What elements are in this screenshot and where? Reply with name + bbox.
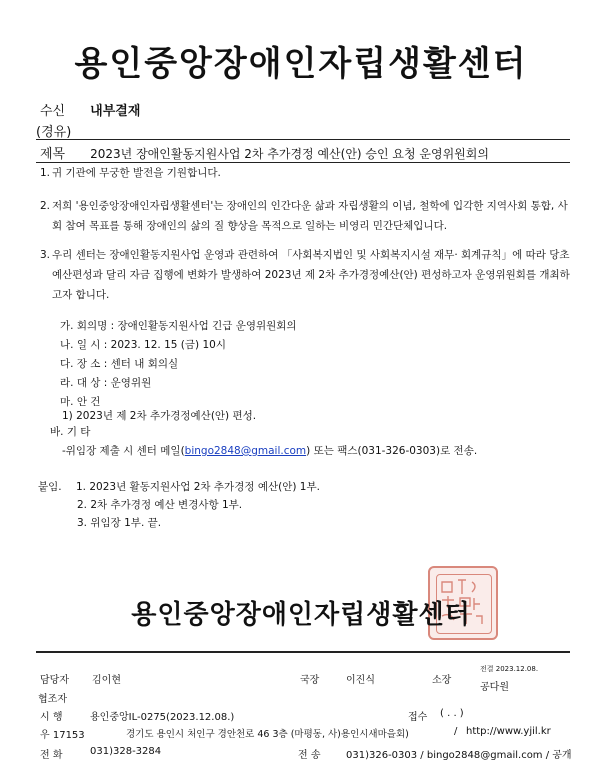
paragraph-3-number: 3.: [40, 249, 51, 261]
address-slash: /: [454, 726, 458, 737]
signature-organization: 용인중앙장애인자립생활센터: [131, 600, 471, 630]
tel-label: 전 화: [40, 750, 63, 761]
attachments-label: 붙임.: [38, 481, 62, 493]
meeting-agenda-item: 1) 2023년 제 2차 추가경정예산(안) 편성.: [62, 410, 257, 422]
exec-value: 용인중앙IL-0275(2023.12.08.): [90, 712, 235, 723]
subject-label: 제목: [40, 147, 66, 162]
receipt-value: ( . . ): [440, 708, 464, 719]
subject-value: 2023년 장애인활동지원사업 2차 추가경정 예산(안) 승인 요청 운영위원회의: [90, 147, 489, 161]
director-label: 소장: [432, 675, 452, 686]
meeting-date: 나. 일 시 : 2023. 12. 15 (금) 10시: [60, 339, 226, 351]
attachment-1: 1. 2023년 활동지원사업 2차 추가경정 예산(안) 1부.: [76, 481, 320, 493]
paragraph-1-number: 1.: [40, 167, 51, 179]
chief-name: 이진식: [346, 675, 375, 686]
paragraph-2-number: 2.: [40, 200, 51, 212]
cooperator-label: 협조자: [38, 694, 67, 705]
paragraph-3-text: 우리 센터는 장애인활동지원사업 운영과 관련하여 「사회복지법인 및 사회복지시설 재무· 회계규칙」에 따라 당초 예산편성과 달리 자금 집행에 변화가 발생하여 2023년 제 2차 추가경정예산(안) 편성하고자 운영위원회를 개최하고자 합니다.: [52, 249, 570, 301]
meeting-etc-note: [62, 441, 477, 461]
address-value: 경기도 용인시 처인구 경안천로 46 3층 (마평동, 사)용인시새마을회): [126, 729, 409, 740]
recipient-label: 수신: [40, 104, 66, 119]
paragraph-1-text: 귀 기관에 무궁한 발전을 기원합니다.: [52, 167, 221, 179]
paragraph-1: [40, 163, 570, 183]
meeting-agenda-label: 마. 안 건: [60, 396, 101, 408]
receipt-label: 접수: [408, 712, 428, 723]
meeting-place: 다. 장 소 : 센터 내 회의실: [60, 358, 179, 370]
director-name: 공다원: [480, 682, 509, 693]
address-label: 우 17153: [40, 730, 85, 741]
chief-label: 국장: [300, 675, 320, 686]
recipient-value: 내부결재: [90, 104, 141, 119]
drafter-label: 담당자: [40, 675, 69, 686]
email-link[interactable]: bingo2848@gmail.com: [184, 445, 307, 457]
organization-title: 용인중앙장애인자립생활센터: [74, 44, 528, 84]
tel-value: 031)328-3284: [90, 746, 162, 757]
meeting-etc-label: 바. 기 타: [50, 426, 91, 438]
paragraph-2: [40, 196, 570, 236]
paragraph-2-text: 저희 '용인중앙장애인자립생활센터'는 장애인의 인간다운 삶과 자립생활의 이념, 철학에 입각한 지역사회 통합, 사회 참여 목표를 통해 장애인의 삶의 질 향상을 목적으로 일하는 비영리 민간단체입니다.: [52, 200, 568, 232]
fax-value: 031)326-0303 / bingo2848@gmail.com / 공개: [346, 750, 572, 761]
attachment-3: 3. 위임장 1부. 끝.: [77, 517, 162, 529]
drafter-name: 김이현: [92, 675, 121, 686]
attachment-2: 2. 2차 추가경정 예산 변경사항 1부.: [77, 499, 243, 511]
etc-prefix: -위임장 제출 시 센터 메일(: [62, 445, 185, 457]
divider-top: [36, 139, 570, 140]
fax-label: 전 송: [298, 750, 321, 761]
exec-label: 시 행: [40, 712, 63, 723]
via-label: (경유): [36, 125, 72, 140]
divider-footer: [36, 651, 570, 653]
homepage-link[interactable]: http://www.yjil.kr: [466, 726, 551, 737]
meeting-name: 가. 회의명 : 장애인활동지원사업 긴급 운영위원회의: [60, 320, 297, 332]
subject-row: [40, 143, 489, 162]
etc-suffix: ) 또는 팩스(031-326-0303)로 전송.: [306, 445, 478, 457]
paragraph-3: [40, 245, 570, 305]
recipient-row: [40, 100, 140, 119]
approval-note: 전결 2023.12.08.: [480, 665, 539, 673]
meeting-target: 라. 대 상 : 운영위원: [60, 377, 152, 389]
